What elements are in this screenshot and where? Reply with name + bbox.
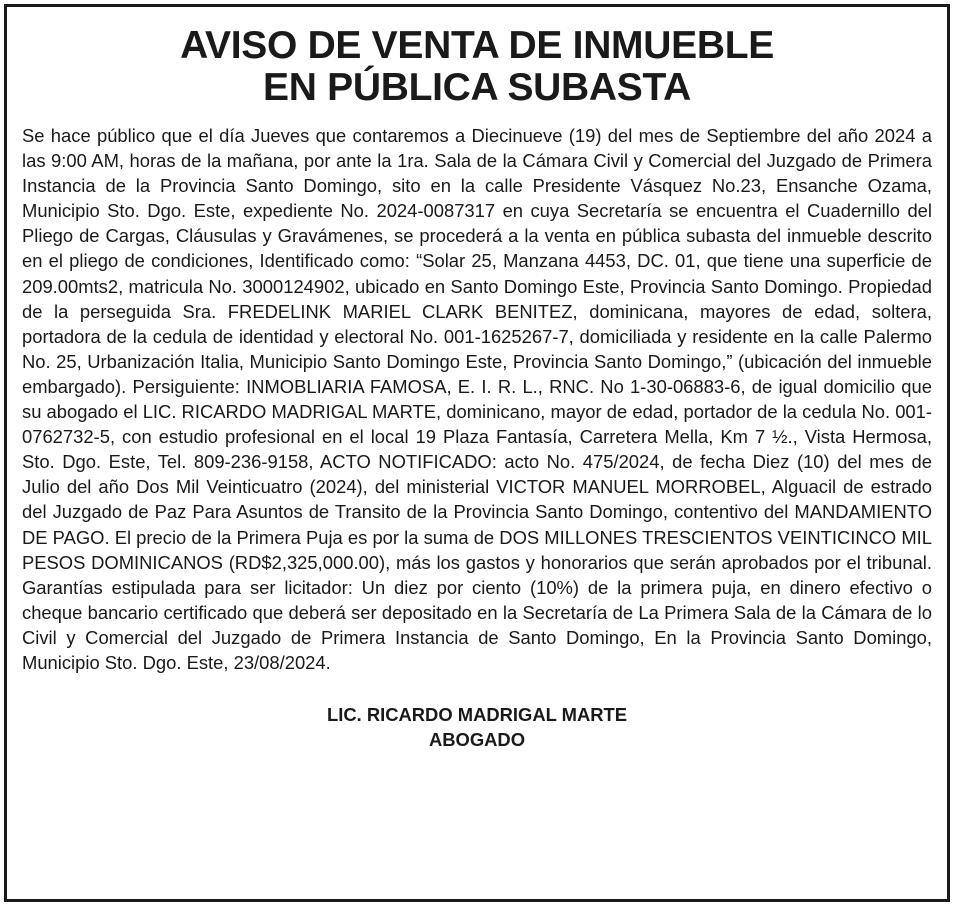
signature-block — [22, 702, 932, 752]
notice-frame — [4, 4, 950, 902]
title-line-2: EN PÚBLICA SUBASTA — [263, 66, 691, 109]
title-line-1: AVISO DE VENTA DE INMUEBLE — [180, 24, 774, 67]
notice-body: Se hace público que el día Jueves que contaremos a Diecinueve (19) del mes de Septiembre del año 2024 a las 9:00 AM, horas de la mañana, por ante la 1ra. Sala de la Cámara Civil y Comercial del Juzgado de Primera Instancia de la Provincia Santo Domingo, sito en la calle Presidente Vásquez No.23, Ensanche Ozama, Municipio Sto. Dgo. Este, expediente No. 2024-0087317 en cuya Secretaría se encuentra el Cuadernillo del Pliego de Cargas, Cláusulas y Gravámenes, se procederá a la venta en pública subasta del inmueble descrito en el pliego de condiciones, Identificado como: “Solar 25, Manzana 4453, DC. 01, que tiene una superficie de 209.00mts2, matricula No. 3000124902, ubicado en Santo Domingo Este, Provincia Santo Domingo. Propiedad de la perseguida Sra. FREDELINK MARIEL CLARK BENITEZ, dominicana, mayores de edad, soltera, portadora de la cedula de identidad y electoral No. 001-1625267-7, domiciliada y residente en la calle Palermo No. 25, Urbanización Italia, Municipio Santo Domingo Este, Provincia Santo Domingo,” (ubicación del inmueble embargado). Persiguiente: INMOBLIARIA FAMOSA, E. I. R. L., RNC. No 1-30-06883-6, de igual domicilio que su abogado el LIC. RICARDO MADRIGAL MARTE, dominicano, mayor de edad, portador de la cedula No. 001-0762732-5, con estudio profesional en el local 19 Plaza Fantasía, Carretera Mella, Km 7 ½., Vista Hermosa, Sto. Dgo. Este, Tel. 809-236-9158, ACTO NOTIFICADO: acto No. 475/2024, de fecha Diez (10) del mes de Julio del año Dos Mil Veinticuatro (2024), del ministerial VICTOR MANUEL MORROBEL, Alguacil de estrado del Juzgado de Paz Para Asuntos de Transito de la Provincia Santo Domingo, contentivo del MANDAMIENTO DE PAGO. El precio de la Primera Puja es por la suma de DOS MILLONES TRESCIENTOS VEINTICINCO MIL PESOS DOMINICANOS (RD$2,325,000.00), más los gastos y honorarios que serán aprobados por el tribunal. Garantías estipulada para ser licitador: Un diez por ciento (10%) de la primera puja, en dinero efectivo o cheque bancario certificado que deberá ser depositado en la Secretaría de La Primera Sala de la Cámara de lo Civil y Comercial del Juzgado de Primera Instancia de Santo Domingo, En la Provincia Santo Domingo, Municipio Sto. Dgo. Este, 23/08/2024. — [22, 125, 932, 673]
notice-title — [22, 25, 932, 109]
signature-name: LIC. RICARDO MADRIGAL MARTE — [326, 704, 628, 726]
signature-role: ABOGADO — [428, 729, 526, 751]
